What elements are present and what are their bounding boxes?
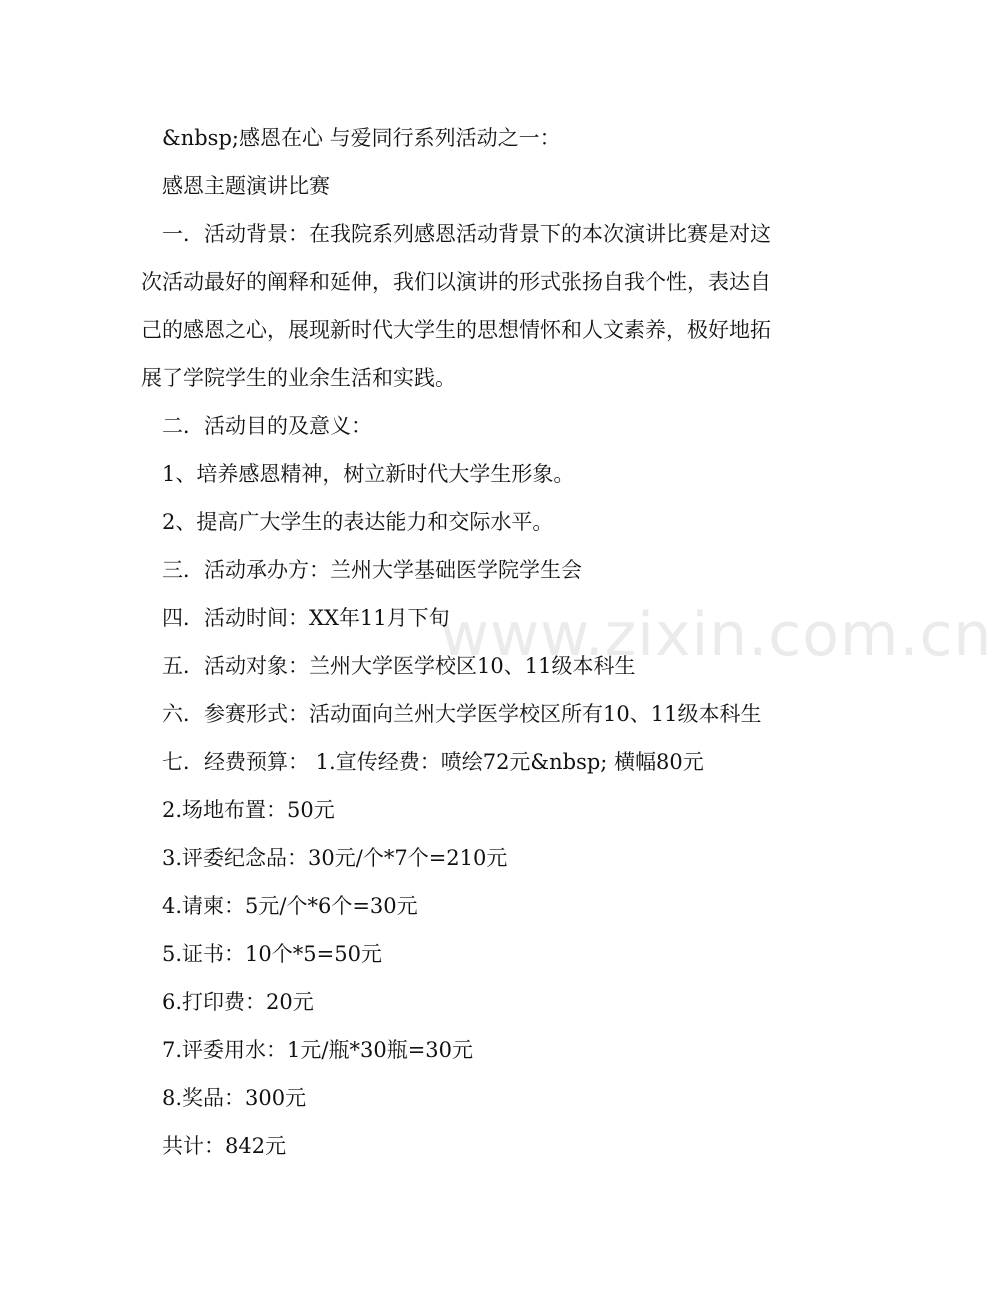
budget-first-line: 七．经费预算： 1.宣传经费：喷绘72元&nbsp; 横幅80元 <box>162 750 704 774</box>
watermark: www.zixin.com.cn <box>440 600 992 670</box>
background-line-3: 己的感恩之心，展现新时代大学生的思想情怀和人文素养，极好地拓 <box>141 318 771 342</box>
organizer-line: 三．活动承办方：兰州大学基础医学院学生会 <box>162 558 582 582</box>
audience-line: 五．活动对象：兰州大学医学校区10、11级本科生 <box>162 654 636 678</box>
format-line: 六．参赛形式：活动面向兰州大学医学校区所有10、11级本科生 <box>162 702 762 726</box>
budget-item: 5.证书：10个*5=50元 <box>162 942 382 966</box>
background-line-2: 次活动最好的阐释和延伸，我们以演讲的形式张扬自我个性，表达自 <box>141 270 771 294</box>
budget-item: 7.评委用水：1元/瓶*30瓶=30元 <box>162 1038 474 1062</box>
title-line: &nbsp;感恩在心 与爱同行系列活动之一： <box>162 126 561 150</box>
subtitle: 感恩主题演讲比赛 <box>162 174 330 198</box>
budget-item: 2.场地布置：50元 <box>162 798 335 822</box>
budget-item: 8.奖品：300元 <box>162 1086 307 1110</box>
budget-item: 4.请柬：5元/个*6个=30元 <box>162 894 418 918</box>
background-line-1: 一．活动背景：在我院系列感恩活动背景下的本次演讲比赛是对这 <box>162 222 771 246</box>
background-line-4: 展了学院学生的业余生活和实践。 <box>141 366 456 390</box>
purpose-item: 2、提高广大学生的表达能力和交际水平。 <box>162 510 554 534</box>
purpose-item: 1、培养感恩精神，树立新时代大学生形象。 <box>162 462 575 486</box>
budget-total: 共计：842元 <box>162 1134 287 1158</box>
time-line: 四．活动时间：XX年11月下旬 <box>162 606 450 630</box>
budget-item: 3.评委纪念品：30元/个*7个=210元 <box>162 846 508 870</box>
budget-item: 6.打印费：20元 <box>162 990 314 1014</box>
purpose-heading: 二．活动目的及意义： <box>162 414 372 438</box>
